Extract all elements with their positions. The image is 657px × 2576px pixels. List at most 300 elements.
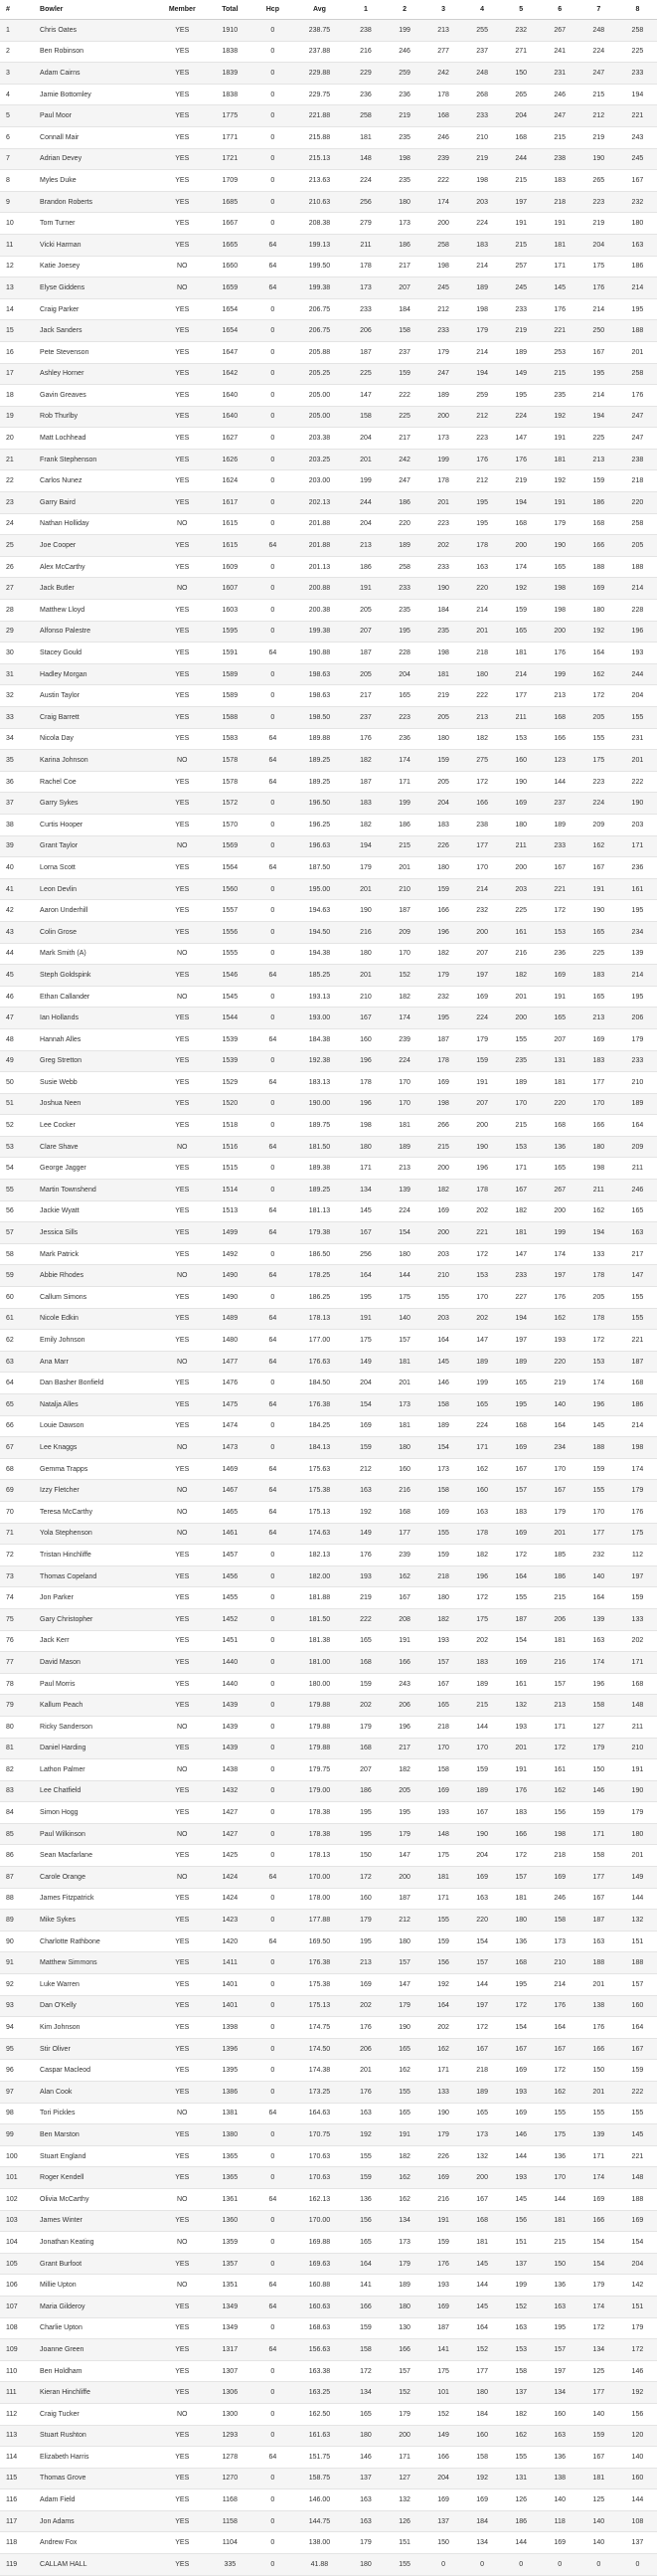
cell-game-7: 165 xyxy=(579,986,618,1008)
col-header-game-8[interactable]: 8 xyxy=(618,0,657,20)
cell-total: 1557 xyxy=(207,900,252,922)
cell-rank: 107 xyxy=(0,2296,40,2317)
cell-game-5: 182 xyxy=(502,1200,541,1222)
cell-game-4: 259 xyxy=(463,385,502,407)
col-header-game-4[interactable]: 4 xyxy=(463,0,502,20)
cell-rank: 88 xyxy=(0,1888,40,1910)
cell-hcp: 0 xyxy=(252,900,292,922)
cell-total: 1489 xyxy=(207,1308,252,1330)
cell-game-7: 176 xyxy=(579,2017,618,2039)
cell-rank: 78 xyxy=(0,1673,40,1695)
cell-game-7: 177 xyxy=(579,1523,618,1545)
table-row xyxy=(0,535,657,557)
cell-game-3: 235 xyxy=(424,621,463,643)
cell-game-3: 133 xyxy=(424,2082,463,2104)
col-header-game-3[interactable]: 3 xyxy=(424,0,463,20)
cell-game-4: 214 xyxy=(463,341,502,363)
cell-member: NO xyxy=(157,2103,207,2124)
cell-game-4: 189 xyxy=(463,277,502,299)
cell-rank: 29 xyxy=(0,621,40,643)
cell-game-7: 196 xyxy=(579,1394,618,1416)
cell-game-5: 151 xyxy=(502,2232,541,2254)
cell-hcp: 0 xyxy=(252,1888,292,1910)
cell-member: YES xyxy=(157,2210,207,2232)
cell-avg: 144.75 xyxy=(292,2510,346,2532)
cell-game-8: 258 xyxy=(618,363,657,385)
cell-game-1: 213 xyxy=(346,535,385,557)
cell-avg: 201.88 xyxy=(292,513,346,535)
cell-game-6: 231 xyxy=(541,63,579,85)
cell-bowler: Craig Parker xyxy=(40,298,157,320)
table-row xyxy=(0,513,657,535)
cell-bowler: Stacey Gould xyxy=(40,643,157,664)
col-header-rank[interactable]: # xyxy=(0,0,40,20)
cell-rank: 76 xyxy=(0,1630,40,1652)
cell-member: YES xyxy=(157,1072,207,1094)
cell-rank: 49 xyxy=(0,1050,40,1072)
table-row xyxy=(0,2188,657,2210)
cell-game-8: 169 xyxy=(618,2210,657,2232)
cell-game-2: 209 xyxy=(386,921,424,943)
cell-bowler: Jonathan Keating xyxy=(40,2232,157,2254)
cell-hcp: 0 xyxy=(252,170,292,192)
cell-bowler: Grant Burfoot xyxy=(40,2253,157,2275)
cell-rank: 48 xyxy=(0,1028,40,1050)
col-header-game-5[interactable]: 5 xyxy=(502,0,541,20)
cell-game-1: 178 xyxy=(346,1072,385,1094)
table-row xyxy=(0,750,657,772)
cell-game-7: 150 xyxy=(579,1759,618,1781)
cell-game-8: 186 xyxy=(618,1394,657,1416)
cell-game-3: 210 xyxy=(424,1265,463,1287)
cell-game-8: 204 xyxy=(618,685,657,707)
table-row xyxy=(0,470,657,492)
cell-game-5: 161 xyxy=(502,1673,541,1695)
cell-game-1: 258 xyxy=(346,105,385,127)
table-row xyxy=(0,1501,657,1523)
cell-game-5: 144 xyxy=(502,2145,541,2167)
cell-game-2: 212 xyxy=(386,1910,424,1932)
cell-game-3: 233 xyxy=(424,556,463,578)
cell-game-7: 140 xyxy=(579,1565,618,1587)
cell-game-4: 203 xyxy=(463,191,502,213)
cell-game-5: 183 xyxy=(502,1802,541,1824)
cell-game-5: 166 xyxy=(502,1823,541,1845)
cell-game-4: 224 xyxy=(463,213,502,235)
cell-total: 1395 xyxy=(207,2060,252,2082)
cell-avg: 179.38 xyxy=(292,1222,346,1244)
cell-game-3: 266 xyxy=(424,1115,463,1137)
cell-game-1: 158 xyxy=(346,2339,385,2361)
cell-hcp: 64 xyxy=(252,1931,292,1952)
cell-game-6: 164 xyxy=(541,2017,579,2039)
cell-game-3: 152 xyxy=(424,2403,463,2425)
cell-total: 1709 xyxy=(207,170,252,192)
cell-game-4: 159 xyxy=(463,1759,502,1781)
cell-rank: 80 xyxy=(0,1716,40,1738)
cell-game-1: 156 xyxy=(346,2210,385,2232)
cell-member: YES xyxy=(157,2167,207,2189)
cell-rank: 6 xyxy=(0,126,40,148)
cell-game-3: 218 xyxy=(424,1716,463,1738)
cell-rank: 101 xyxy=(0,2167,40,2189)
cell-game-8: 163 xyxy=(618,234,657,256)
cell-game-1: 181 xyxy=(346,126,385,148)
cell-game-3: 204 xyxy=(424,2468,463,2489)
cell-member: YES xyxy=(157,298,207,320)
cell-hcp: 64 xyxy=(252,2447,292,2469)
cell-game-2: 157 xyxy=(386,1330,424,1352)
cell-game-5: 181 xyxy=(502,1888,541,1910)
cell-game-2: 165 xyxy=(386,2038,424,2060)
cell-avg: 184.50 xyxy=(292,1373,346,1394)
table-row xyxy=(0,1480,657,1502)
cell-game-3: 174 xyxy=(424,191,463,213)
cell-member: YES xyxy=(157,148,207,170)
cell-bowler: Tom Turner xyxy=(40,213,157,235)
cell-member: YES xyxy=(157,1415,207,1437)
cell-game-1: 176 xyxy=(346,1545,385,1566)
cell-member: NO xyxy=(157,1501,207,1523)
cell-rank: 93 xyxy=(0,1995,40,2017)
table-row xyxy=(0,1545,657,1566)
cell-hcp: 0 xyxy=(252,1910,292,1932)
cell-game-4: 202 xyxy=(463,1200,502,1222)
cell-member: YES xyxy=(157,2082,207,2104)
cell-avg: 164.63 xyxy=(292,2103,346,2124)
cell-hcp: 0 xyxy=(252,2360,292,2382)
cell-total: 1351 xyxy=(207,2275,252,2297)
cell-rank: 92 xyxy=(0,1974,40,1996)
cell-game-7: 134 xyxy=(579,2339,618,2361)
cell-game-4: 144 xyxy=(463,1716,502,1738)
cell-member: NO xyxy=(157,277,207,299)
cell-game-2: 236 xyxy=(386,84,424,105)
cell-rank: 35 xyxy=(0,750,40,772)
cell-rank: 110 xyxy=(0,2360,40,2382)
cell-hcp: 64 xyxy=(252,1867,292,1889)
cell-game-7: 250 xyxy=(579,320,618,342)
cell-rank: 31 xyxy=(0,663,40,685)
cell-rank: 95 xyxy=(0,2038,40,2060)
cell-total: 1361 xyxy=(207,2188,252,2210)
cell-game-3: 182 xyxy=(424,943,463,965)
cell-game-7: 190 xyxy=(579,900,618,922)
cell-game-4: 184 xyxy=(463,2510,502,2532)
cell-game-5: 200 xyxy=(502,1008,541,1029)
cell-game-2: 152 xyxy=(386,965,424,987)
table-row xyxy=(0,2124,657,2146)
cell-avg: 180.00 xyxy=(292,1673,346,1695)
cell-total: 1270 xyxy=(207,2468,252,2489)
cell-game-7: 195 xyxy=(579,363,618,385)
cell-member: NO xyxy=(157,1136,207,1158)
cell-game-4: 224 xyxy=(463,1415,502,1437)
table-row xyxy=(0,1093,657,1115)
cell-game-3: 169 xyxy=(424,1200,463,1222)
table-row xyxy=(0,1910,657,1932)
cell-game-4: 170 xyxy=(463,1738,502,1759)
cell-game-7: 140 xyxy=(579,2532,618,2554)
cell-game-8: 195 xyxy=(618,298,657,320)
cell-bowler: Alan Cook xyxy=(40,2082,157,2104)
cell-game-6: 162 xyxy=(541,2082,579,2104)
cell-hcp: 0 xyxy=(252,406,292,428)
cell-game-7: 155 xyxy=(579,728,618,750)
cell-member: YES xyxy=(157,41,207,63)
col-header-total[interactable]: Total xyxy=(207,0,252,20)
cell-rank: 47 xyxy=(0,1008,40,1029)
col-header-bowler[interactable]: Bowler xyxy=(40,0,157,20)
cell-game-5: 186 xyxy=(502,2510,541,2532)
cell-game-1: 168 xyxy=(346,1738,385,1759)
cell-game-3: 168 xyxy=(424,105,463,127)
cell-game-6: 267 xyxy=(541,20,579,42)
cell-hcp: 0 xyxy=(252,213,292,235)
table-row xyxy=(0,2038,657,2060)
cell-game-4: 212 xyxy=(463,406,502,428)
cell-member: YES xyxy=(157,2489,207,2511)
cell-game-1: 141 xyxy=(346,2275,385,2297)
cell-bowler: Craig Tucker xyxy=(40,2403,157,2425)
cell-rank: 3 xyxy=(0,63,40,85)
col-header-game-2[interactable]: 2 xyxy=(386,0,424,20)
cell-game-2: 147 xyxy=(386,1845,424,1867)
cell-game-6: 140 xyxy=(541,2489,579,2511)
col-header-game-6[interactable]: 6 xyxy=(541,0,579,20)
cell-bowler: Brandon Roberts xyxy=(40,191,157,213)
cell-rank: 70 xyxy=(0,1501,40,1523)
cell-game-7: 167 xyxy=(579,1888,618,1910)
cell-rank: 45 xyxy=(0,965,40,987)
cell-game-7: 180 xyxy=(579,1136,618,1158)
cell-game-5: 214 xyxy=(502,663,541,685)
cell-member: YES xyxy=(157,234,207,256)
cell-member: YES xyxy=(157,793,207,815)
cell-avg: 177.00 xyxy=(292,1330,346,1352)
cell-game-6: 235 xyxy=(541,385,579,407)
cell-game-4: 171 xyxy=(463,1437,502,1459)
col-header-hcp[interactable]: Hcp xyxy=(252,0,292,20)
table-row xyxy=(0,1200,657,1222)
cell-member: YES xyxy=(157,1222,207,1244)
cell-avg: 163.38 xyxy=(292,2360,346,2382)
cell-rank: 64 xyxy=(0,1373,40,1394)
table-row xyxy=(0,1287,657,1309)
cell-bowler: Katie Joesey xyxy=(40,256,157,277)
cell-bowler: Stuart England xyxy=(40,2145,157,2167)
cell-game-3: 180 xyxy=(424,857,463,879)
cell-game-3: 155 xyxy=(424,1287,463,1309)
cell-game-2: 170 xyxy=(386,943,424,965)
cell-game-4: 175 xyxy=(463,1608,502,1630)
cell-game-5: 168 xyxy=(502,513,541,535)
cell-avg: 237.88 xyxy=(292,41,346,63)
cell-bowler: Hadley Morgan xyxy=(40,663,157,685)
cell-game-1: 204 xyxy=(346,428,385,450)
cell-game-2: 186 xyxy=(386,234,424,256)
cell-game-6: 192 xyxy=(541,470,579,492)
cell-total: 1514 xyxy=(207,1180,252,1201)
cell-bowler: Gemma Trapps xyxy=(40,1458,157,1480)
cell-game-3: 198 xyxy=(424,643,463,664)
cell-game-2: 126 xyxy=(386,2510,424,2532)
cell-game-8: 0 xyxy=(618,2554,657,2576)
cell-game-6: 172 xyxy=(541,1738,579,1759)
cell-member: YES xyxy=(157,771,207,793)
col-header-member[interactable]: Member xyxy=(157,0,207,20)
cell-total: 1555 xyxy=(207,943,252,965)
cell-avg: 168.63 xyxy=(292,2317,346,2339)
cell-game-8: 258 xyxy=(618,20,657,42)
table-row xyxy=(0,1330,657,1352)
col-header-game-7[interactable]: 7 xyxy=(579,0,618,20)
cell-game-5: 181 xyxy=(502,643,541,664)
cell-game-3: 167 xyxy=(424,1673,463,1695)
cell-game-2: 179 xyxy=(386,2253,424,2275)
cell-member: YES xyxy=(157,643,207,664)
table-row xyxy=(0,213,657,235)
cell-total: 1647 xyxy=(207,341,252,363)
cell-game-2: 162 xyxy=(386,2167,424,2189)
cell-game-3: 141 xyxy=(424,2339,463,2361)
cell-game-2: 217 xyxy=(386,1738,424,1759)
cell-avg: 175.38 xyxy=(292,1974,346,1996)
cell-game-8: 171 xyxy=(618,1652,657,1674)
cell-game-5: 201 xyxy=(502,1738,541,1759)
cell-rank: 13 xyxy=(0,277,40,299)
cell-hcp: 0 xyxy=(252,2232,292,2254)
cell-game-2: 179 xyxy=(386,1823,424,1845)
cell-game-7: 154 xyxy=(579,2232,618,2254)
table-row xyxy=(0,2275,657,2297)
cell-game-3: 179 xyxy=(424,341,463,363)
cell-game-3: 137 xyxy=(424,2510,463,2532)
cell-game-7: 213 xyxy=(579,449,618,470)
table-row xyxy=(0,1072,657,1094)
cell-game-7: 198 xyxy=(579,1158,618,1180)
cell-game-8: 238 xyxy=(618,449,657,470)
cell-game-4: 196 xyxy=(463,1565,502,1587)
table-row xyxy=(0,492,657,514)
cell-game-4: 145 xyxy=(463,2296,502,2317)
cell-avg: 179.88 xyxy=(292,1738,346,1759)
cell-total: 1838 xyxy=(207,41,252,63)
cell-game-8: 233 xyxy=(618,1050,657,1072)
cell-game-6: 189 xyxy=(541,814,579,835)
cell-game-1: 165 xyxy=(346,1630,385,1652)
cell-rank: 74 xyxy=(0,1587,40,1609)
cell-rank: 73 xyxy=(0,1565,40,1587)
cell-avg: 190.88 xyxy=(292,643,346,664)
table-row xyxy=(0,1974,657,1996)
cell-rank: 50 xyxy=(0,1072,40,1094)
cell-bowler: Aaron Underhill xyxy=(40,900,157,922)
cell-rank: 30 xyxy=(0,643,40,664)
cell-game-6: 185 xyxy=(541,1545,579,1566)
cell-avg: 41.88 xyxy=(292,2554,346,2576)
cell-bowler: Dan Basher Bonfield xyxy=(40,1373,157,1394)
cell-rank: 16 xyxy=(0,341,40,363)
cell-member: YES xyxy=(157,1330,207,1352)
cell-total: 1473 xyxy=(207,1437,252,1459)
cell-game-7: 225 xyxy=(579,943,618,965)
cell-hcp: 64 xyxy=(252,1308,292,1330)
cell-game-2: 134 xyxy=(386,2210,424,2232)
cell-avg: 184.38 xyxy=(292,1028,346,1050)
cell-avg: 182.13 xyxy=(292,1545,346,1566)
cell-avg: 195.00 xyxy=(292,878,346,900)
cell-hcp: 0 xyxy=(252,492,292,514)
cell-bowler: Curtis Hooper xyxy=(40,814,157,835)
cell-total: 1439 xyxy=(207,1716,252,1738)
cell-game-4: 214 xyxy=(463,600,502,622)
cell-avg: 183.13 xyxy=(292,1072,346,1094)
cell-game-8: 180 xyxy=(618,1823,657,1845)
cell-game-4: 214 xyxy=(463,256,502,277)
cell-rank: 104 xyxy=(0,2232,40,2254)
cell-total: 1359 xyxy=(207,2232,252,2254)
cell-game-1: 178 xyxy=(346,256,385,277)
cell-game-8: 180 xyxy=(618,213,657,235)
cell-avg: 176.38 xyxy=(292,1952,346,1974)
cell-game-3: 169 xyxy=(424,1780,463,1802)
cell-game-2: 206 xyxy=(386,1695,424,1717)
cell-bowler: Adam Cairns xyxy=(40,63,157,85)
cell-game-5: 189 xyxy=(502,1072,541,1094)
cell-game-6: 134 xyxy=(541,2382,579,2404)
cell-game-5: 149 xyxy=(502,363,541,385)
cell-game-8: 194 xyxy=(618,84,657,105)
cell-avg: 215.13 xyxy=(292,148,346,170)
cell-member: YES xyxy=(157,1952,207,1974)
cell-game-1: 219 xyxy=(346,1587,385,1609)
cell-game-6: 157 xyxy=(541,1673,579,1695)
cell-game-8: 167 xyxy=(618,2038,657,2060)
cell-game-8: 190 xyxy=(618,1780,657,1802)
cell-bowler: Karina Johnson xyxy=(40,750,157,772)
col-header-avg[interactable]: Avg xyxy=(292,0,346,20)
cell-avg: 229.88 xyxy=(292,63,346,85)
cell-rank: 33 xyxy=(0,707,40,729)
cell-game-1: 159 xyxy=(346,2167,385,2189)
cell-game-1: 149 xyxy=(346,1523,385,1545)
cell-hcp: 0 xyxy=(252,1630,292,1652)
cell-game-5: 0 xyxy=(502,2554,541,2576)
cell-member: NO xyxy=(157,835,207,857)
cell-total: 1475 xyxy=(207,1394,252,1416)
cell-rank: 61 xyxy=(0,1308,40,1330)
table-row xyxy=(0,1437,657,1459)
cell-member: YES xyxy=(157,1695,207,1717)
cell-game-8: 147 xyxy=(618,1265,657,1287)
cell-game-3: 146 xyxy=(424,1373,463,1394)
cell-total: 1654 xyxy=(207,320,252,342)
col-header-game-1[interactable]: 1 xyxy=(346,0,385,20)
cell-game-1: 167 xyxy=(346,1008,385,1029)
cell-hcp: 0 xyxy=(252,2038,292,2060)
cell-game-5: 169 xyxy=(502,1652,541,1674)
cell-rank: 54 xyxy=(0,1158,40,1180)
cell-game-7: 247 xyxy=(579,63,618,85)
cell-game-7: 188 xyxy=(579,556,618,578)
cell-game-7: 125 xyxy=(579,2489,618,2511)
cell-rank: 105 xyxy=(0,2253,40,2275)
cell-game-6: 165 xyxy=(541,1158,579,1180)
cell-avg: 221.88 xyxy=(292,105,346,127)
cell-total: 1640 xyxy=(207,406,252,428)
cell-game-2: 166 xyxy=(386,2339,424,2361)
